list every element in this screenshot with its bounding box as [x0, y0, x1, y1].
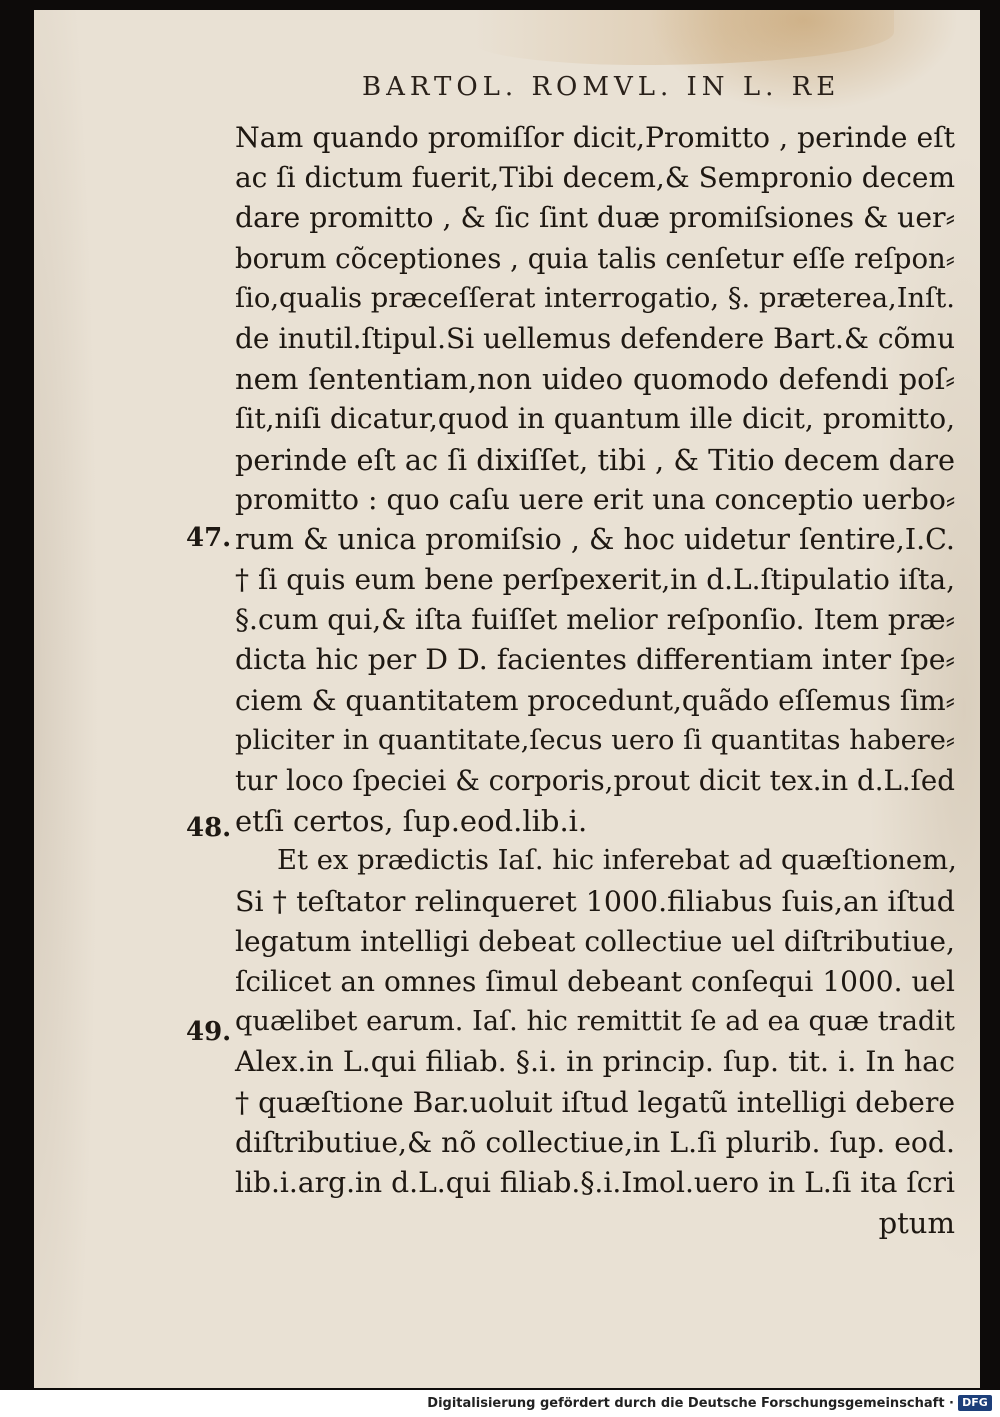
margin-number-49: 49. [186, 1017, 232, 1047]
footer-bar [0, 1392, 1000, 1417]
text-line: promitto : quo caſu uere erit una conceptio uerbo⸗ [235, 482, 956, 516]
text-line: ſio,qualis præceſſerat interrogatio, §. præterea,Inſt. [235, 282, 955, 314]
text-line: Nam quando promiſſor dicit,Promitto , perinde eſt [235, 121, 955, 154]
margin-number-48: 48. [186, 813, 232, 843]
text-line: borum cõceptiones , quia talis cenſetur eſſe reſpon⸗ [235, 241, 955, 275]
margin-number-47: 47. [186, 523, 232, 553]
text-line: perinde eſt ac ſi dixiſſet, tibi , & Titio decem dare [235, 442, 955, 477]
text-line: lib.i.arg.in d.L.qui filiab.§.i.Imol.uero in L.ſi ita ſcri [235, 1165, 955, 1199]
text-line: rum & unica promiſsio , & hoc uidetur ſentire,I.C. [235, 522, 955, 556]
text-line: Alex.in L.qui filiab. §.i. in princip. ſup. tit. i. In hac [235, 1045, 955, 1079]
text-line: ſit,niſi dicatur,quod in quantum ille dicit, promitto, [235, 402, 955, 436]
catchword: ptum [878, 1206, 955, 1241]
water-stain [474, 10, 894, 65]
text-line: ac ſi dictum fuerit,Tibi decem,& Sempronio decem [235, 161, 955, 195]
text-line: diſtributiue,& nõ collectiue,in L.ſi plurib. ſup. eod. [235, 1125, 955, 1159]
text-line: tur loco ſpeciei & corporis,prout dicit tex.in d.L.ſed [235, 764, 955, 797]
text-line: §.cum qui,& iſta fuiſſet melior reſponſio. Item præ⸗ [235, 603, 955, 637]
text-line: dare promitto , & ſic ſint duæ promiſsiones & uer⸗ [235, 201, 955, 235]
text-line: de inutil.ſtipul.Si uellemus defendere Bart.& cõmu [235, 321, 955, 355]
text-line: dicta hic per D D. facientes differentiam inter ſpe⸗ [235, 643, 955, 677]
text-line: ciem & quantitatem procedunt,quãdo eſſemus ſim⸗ [235, 683, 955, 717]
running-head: BARTOL. ROMVL. IN L. RE [362, 72, 841, 102]
text-line: Si † teſtator relinqueret 1000.filiabus ſuis,an iſtud [235, 884, 955, 918]
text-line: legatum intelligi debeat collectiue uel diſtributiue, [235, 924, 955, 958]
body-text [235, 118, 955, 1243]
text-line: Et ex prædictis Iaſ. hic inferebat ad quæſtionem, [277, 845, 957, 877]
dfg-logo: DFG [958, 1395, 992, 1411]
text-line: ſcilicet an omnes ſimul debeant conſequi 1000. uel [235, 964, 955, 998]
text-line: † quæſtione Bar.uoluit iſtud legatũ intelligi debere [235, 1085, 956, 1119]
text-line: † ſi quis eum bene perſpexerit,in d.L.ſtipulatio iſta, [235, 563, 955, 597]
text-line: quælibet earum. Iaſ. hic remittit ſe ad ea quæ tradit [235, 1006, 955, 1038]
text-line: nem ſententiam,non uideo quomodo defendi poſ⸗ [235, 362, 955, 397]
footer-credit: Digitalisierung gefördert durch die Deutsche Forschungsgemeinschaft · [427, 1396, 954, 1411]
text-line: pliciter in quantitate,ſecus uero ſi quantitas habere⸗ [235, 724, 955, 756]
text-line: etſi certos, ſup.eod.lib.i. [235, 804, 588, 839]
